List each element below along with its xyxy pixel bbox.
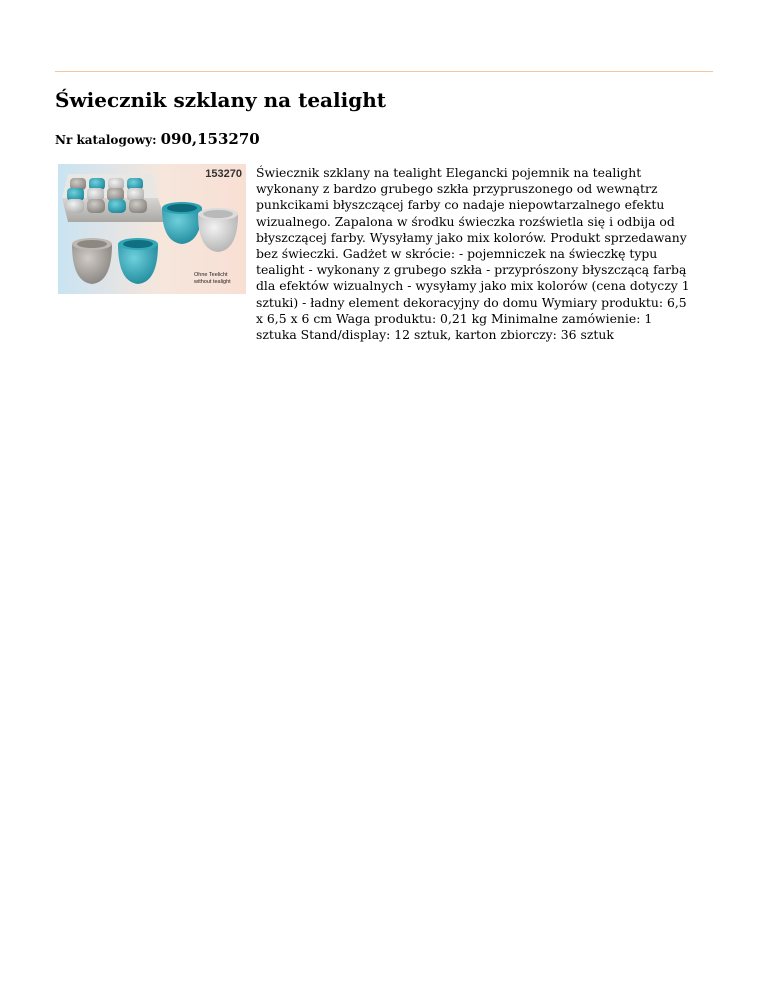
image-caption-line2: without tealight [194, 279, 231, 285]
image-caption-line1: Ohne Teelicht [194, 272, 228, 278]
catalog-label: Nr katalogowy: [55, 133, 157, 147]
catalog-number: 090,153270 [160, 130, 260, 148]
header-divider [55, 71, 713, 72]
product-photo [58, 164, 246, 294]
product-title: Świecznik szklany na tealight [55, 88, 386, 112]
catalog-number-row [55, 130, 260, 149]
product-description: Świecznik szklany na tealight Elegancki pojemnik na tealight wykonany z bardzo grubego szkła przypruszonego od wewnątrz punkcikami błyszczącej farby co nadaje niepowtarzalnego efektu wizualnego. Zapalona w środku świeczka rozświetla się i odbija od błyszczącej farby. Wysyłamy jako mix kolorów. Produkt sprzedawany bez świeczki. Gadżet w skrócie: - pojemniczek na świeczkę typu tealight - wykonany z grubego szkła - przyprószony błyszczącą farbą dla efektów wizualnych - wysyłamy jako mix kolorów (cena dotyczy 1 sztuki) - ładny element dekoracyjny do domu Wymiary produktu: 6,5 x 6,5 x 6 cm Waga produktu: 0,21 kg Minimalne zamówienie: 1 sztuka Stand/display: 12 sztuk, karton zbiorczy: 36 sztuk [256, 165, 690, 343]
display-tray [62, 174, 166, 222]
image-code: 153270 [205, 168, 242, 180]
